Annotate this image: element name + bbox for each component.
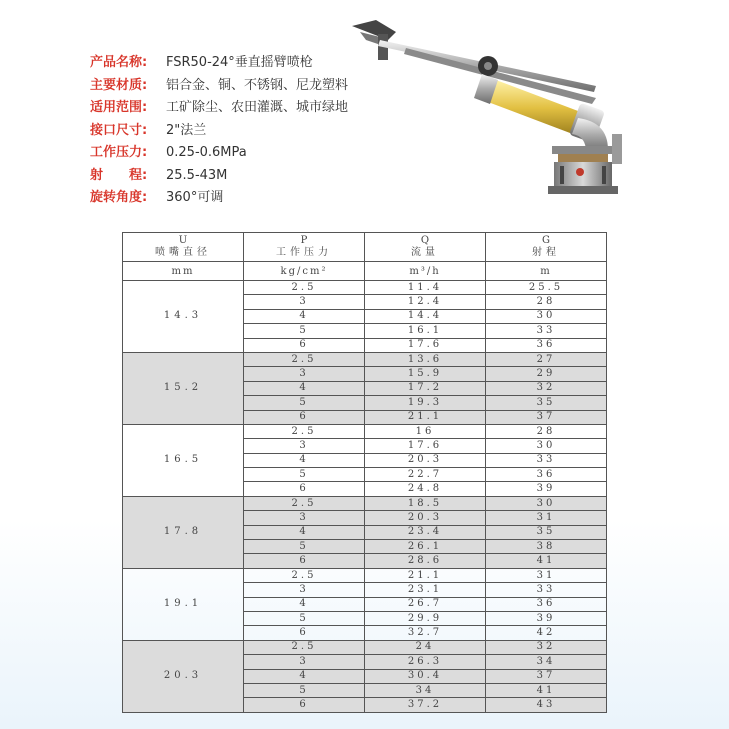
flow-cell: 26.1 [365, 540, 486, 554]
range-cell: 33 [486, 324, 607, 338]
header-cell [244, 233, 365, 262]
range-cell: 36 [486, 468, 607, 482]
pressure-cell: 5 [244, 324, 365, 338]
spec-list [90, 52, 348, 210]
spec-row [90, 75, 348, 98]
header-label: 工作压力 [276, 247, 332, 258]
flow-cell: 17.6 [365, 439, 486, 453]
table-row [123, 281, 607, 295]
unit-cell: m [486, 262, 607, 281]
range-cell: 28 [486, 424, 607, 438]
flow-cell: 34 [365, 683, 486, 697]
range-cell: 41 [486, 683, 607, 697]
table-header-row [123, 233, 607, 262]
pressure-cell: 4 [244, 381, 365, 395]
flow-cell: 21.1 [365, 410, 486, 424]
range-cell: 30 [486, 496, 607, 510]
flow-cell: 14.4 [365, 309, 486, 323]
spec-row [90, 120, 348, 143]
flow-cell: 32.7 [365, 626, 486, 640]
performance-table [122, 232, 607, 713]
pressure-cell: 5 [244, 396, 365, 410]
pressure-cell: 4 [244, 669, 365, 683]
pressure-cell: 3 [244, 295, 365, 309]
pressure-cell: 6 [244, 626, 365, 640]
pressure-cell: 6 [244, 554, 365, 568]
range-cell: 35 [486, 525, 607, 539]
diameter-cell: 15.2 [123, 352, 244, 424]
pressure-cell: 3 [244, 367, 365, 381]
pressure-cell: 3 [244, 655, 365, 669]
header-symbol: P [300, 235, 308, 246]
header-label: 射程 [532, 247, 560, 258]
spec-row [90, 52, 348, 75]
range-cell: 37 [486, 410, 607, 424]
flow-cell: 26.7 [365, 597, 486, 611]
unit-cell: m³/h [365, 262, 486, 281]
range-cell: 43 [486, 698, 607, 712]
header-symbol: Q [420, 235, 430, 246]
pressure-cell: 2.5 [244, 496, 365, 510]
flow-cell: 17.2 [365, 381, 486, 395]
pressure-cell: 3 [244, 583, 365, 597]
pressure-cell: 6 [244, 698, 365, 712]
spec-value: 2"法兰 [166, 122, 207, 138]
table-row [123, 424, 607, 438]
flow-cell: 17.6 [365, 338, 486, 352]
table-unit-row [123, 262, 607, 281]
range-cell: 32 [486, 640, 607, 654]
header-label: 流量 [411, 247, 439, 258]
flow-cell: 16 [365, 424, 486, 438]
spec-row [90, 97, 348, 120]
sprinkler-gun-image [346, 18, 636, 198]
pressure-cell: 3 [244, 439, 365, 453]
pressure-cell: 5 [244, 611, 365, 625]
pressure-cell: 2.5 [244, 568, 365, 582]
flow-cell: 30.4 [365, 669, 486, 683]
spec-value: 0.25-0.6MPa [166, 145, 247, 160]
range-cell: 36 [486, 338, 607, 352]
range-cell: 42 [486, 626, 607, 640]
flow-cell: 18.5 [365, 496, 486, 510]
flow-cell: 13.6 [365, 352, 486, 366]
flow-cell: 26.3 [365, 655, 486, 669]
flow-cell: 19.3 [365, 396, 486, 410]
pressure-cell: 3 [244, 511, 365, 525]
header-symbol: G [542, 235, 550, 246]
spec-label: 工作压力: [90, 145, 148, 160]
diameter-cell: 16.5 [123, 424, 244, 496]
pressure-cell: 6 [244, 482, 365, 496]
flow-cell: 23.1 [365, 583, 486, 597]
diameter-cell: 14.3 [123, 281, 244, 353]
pressure-cell: 5 [244, 683, 365, 697]
spec-label: 产品名称: [90, 55, 148, 70]
range-cell: 31 [486, 511, 607, 525]
spec-value: 25.5-43M [166, 167, 228, 183]
range-cell: 33 [486, 583, 607, 597]
spec-value: 铝合金、铜、不锈钢、尼龙塑料 [166, 77, 349, 93]
pressure-cell: 4 [244, 597, 365, 611]
table-row [123, 496, 607, 510]
diameter-cell: 19.1 [123, 568, 244, 640]
range-cell: 32 [486, 381, 607, 395]
header-cell [486, 233, 607, 262]
table-row [123, 568, 607, 582]
pressure-cell: 4 [244, 525, 365, 539]
flow-cell: 15.9 [365, 367, 486, 381]
header-symbol: U [178, 235, 188, 246]
range-cell: 29 [486, 367, 607, 381]
range-cell: 31 [486, 568, 607, 582]
range-cell: 38 [486, 540, 607, 554]
spec-label: 旋转角度: [90, 190, 148, 205]
flow-cell: 23.4 [365, 525, 486, 539]
flow-cell: 24 [365, 640, 486, 654]
unit-cell: mm [123, 262, 244, 281]
pressure-cell: 5 [244, 468, 365, 482]
flow-cell: 16.1 [365, 324, 486, 338]
header-cell [123, 233, 244, 262]
flow-cell: 20.3 [365, 511, 486, 525]
flow-cell: 28.6 [365, 554, 486, 568]
spec-row [90, 142, 348, 165]
flow-cell: 11.4 [365, 281, 486, 295]
range-cell: 30 [486, 439, 607, 453]
pressure-cell: 2.5 [244, 640, 365, 654]
unit-cell: kg/cm² [244, 262, 365, 281]
pressure-cell: 2.5 [244, 281, 365, 295]
range-cell: 25.5 [486, 281, 607, 295]
spec-label: 射 程: [90, 167, 148, 183]
flow-cell: 37.2 [365, 698, 486, 712]
pressure-cell: 4 [244, 453, 365, 467]
spec-label: 接口尺寸: [90, 122, 148, 138]
flow-cell: 24.8 [365, 482, 486, 496]
range-cell: 28 [486, 295, 607, 309]
spec-value: FSR50-24°垂直摇臂喷枪 [166, 55, 313, 70]
diameter-cell: 17.8 [123, 496, 244, 568]
pressure-cell: 2.5 [244, 424, 365, 438]
pressure-cell: 6 [244, 410, 365, 424]
flow-cell: 20.3 [365, 453, 486, 467]
range-cell: 27 [486, 352, 607, 366]
spec-row [90, 165, 348, 188]
range-cell: 37 [486, 669, 607, 683]
spec-value: 360°可调 [166, 190, 224, 205]
pressure-cell: 5 [244, 540, 365, 554]
flow-cell: 29.9 [365, 611, 486, 625]
range-cell: 41 [486, 554, 607, 568]
pressure-cell: 2.5 [244, 352, 365, 366]
range-cell: 39 [486, 611, 607, 625]
pressure-cell: 6 [244, 338, 365, 352]
flow-cell: 21.1 [365, 568, 486, 582]
header-cell [365, 233, 486, 262]
spec-label: 适用范围: [90, 100, 148, 115]
range-cell: 35 [486, 396, 607, 410]
diameter-cell: 20.3 [123, 640, 244, 712]
flow-cell: 12.4 [365, 295, 486, 309]
table-body [123, 281, 607, 713]
range-cell: 39 [486, 482, 607, 496]
table-row [123, 352, 607, 366]
table-row [123, 640, 607, 654]
range-cell: 33 [486, 453, 607, 467]
range-cell: 34 [486, 655, 607, 669]
range-cell: 30 [486, 309, 607, 323]
pressure-cell: 4 [244, 309, 365, 323]
spec-label: 主要材质: [90, 77, 148, 93]
spec-value: 工矿除尘、农田灌溉、城市绿地 [166, 100, 349, 115]
range-cell: 36 [486, 597, 607, 611]
flow-cell: 22.7 [365, 468, 486, 482]
spec-row [90, 187, 348, 210]
header-label: 喷嘴直径 [155, 247, 211, 258]
